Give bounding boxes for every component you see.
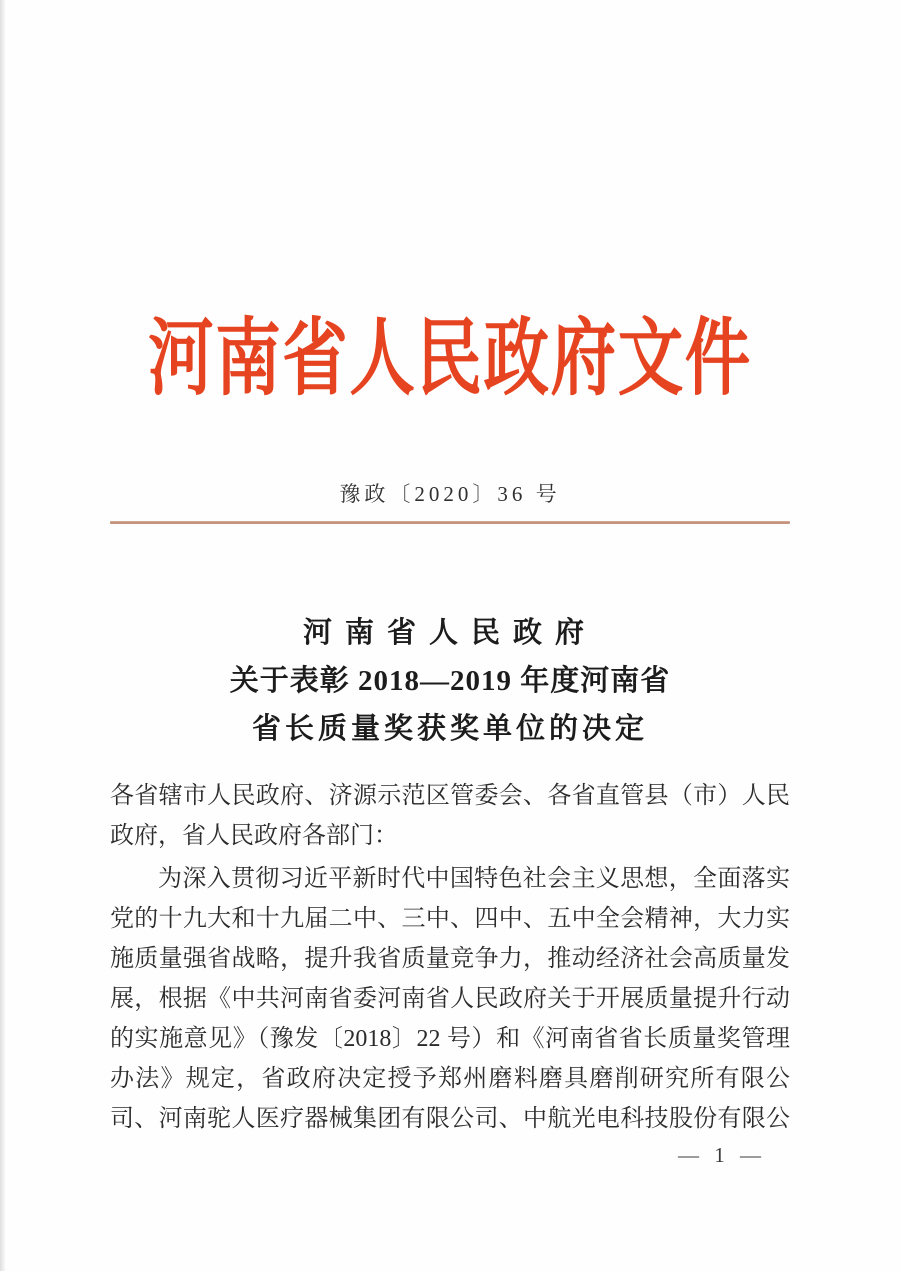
letterhead-title: 河南省人民政府文件	[148, 313, 752, 406]
document-title-line-2: 关于表彰 2018—2019 年度河南省	[229, 665, 671, 697]
body-line: 司、河南驼人医疗器械集团有限公司、中航光电科技股份有限公	[110, 1106, 790, 1132]
body-line: 展，根据《中共河南省委河南省人民政府关于开展质量提升行动	[110, 986, 790, 1012]
salutation-line: 政府，省人民政府各部门：	[110, 823, 398, 849]
body-line: 办法》规定，省政府决定授予郑州磨料磨具磨削研究所有限公	[110, 1066, 790, 1092]
page-number: — 1 —	[678, 1143, 766, 1167]
body-line: 施质量强省战略，提升我省质量竞争力，推动经济社会高质量发	[110, 946, 790, 972]
salutation-paragraph	[110, 776, 790, 856]
letterhead-divider-rule	[110, 521, 790, 524]
document-number: 豫政〔2020〕36 号	[339, 482, 561, 506]
body-paragraph	[110, 859, 790, 1139]
document-title-line-1: 河南省人民政府	[302, 617, 597, 649]
document-body	[110, 776, 790, 1139]
document-title-line-3: 省长质量奖获奖单位的决定	[251, 713, 648, 745]
salutation-line: 各省辖市人民政府、济源示范区管委会、各省直管县（市）人民	[110, 783, 790, 809]
body-line: 的实施意见》（豫发〔2018〕22 号）和《河南省省长质量奖管理	[110, 1026, 790, 1052]
document-title	[0, 609, 900, 753]
body-line: 党的十九大和十九届二中、三中、四中、五中全会精神，大力实	[110, 906, 790, 932]
body-line: 为深入贯彻习近平新时代中国特色社会主义思想，全面落实	[158, 866, 790, 892]
letterhead	[0, 310, 900, 410]
